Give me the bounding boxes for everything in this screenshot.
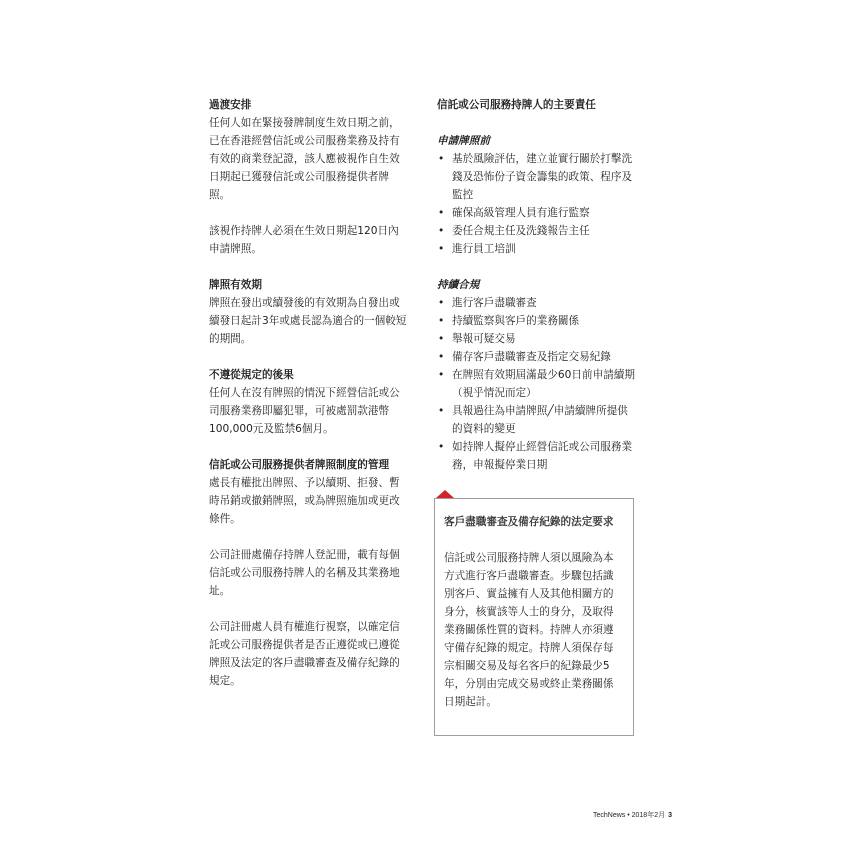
list-item: • 持續監察與客戶的業務關係 [437,312,637,330]
bullet-icon: • [438,351,445,363]
transition-paragraph: 任何人如在緊接發牌制度生效日期之前，已在香港經營信託或公司服務業務及持有有效的商業登記證，該人應被視作自生效日期起已獲發信託或公司服務提供者牌照。 [209,117,400,201]
list-item: • 基於風險評估，建立並實行關於打擊洗錢及恐怖份子資金籌集的政策、程序及監控 [437,150,637,204]
list-item: • 舉報可疑交易 [437,330,637,348]
bullet-icon: • [438,441,445,453]
footer-publication: TechNews • 2018年2月 [593,812,666,819]
bullet-icon: • [438,297,445,309]
bullet-icon: • [438,243,445,255]
administration-paragraph-3: 公司註冊處人員有權進行視察，以確定信託或公司服務提供者是否正遵從或已遵從牌照及法定的客戶盡職審查及備存紀錄的規定。 [209,621,400,687]
ongoing-compliance-list [437,294,637,474]
administration-paragraph-2: 公司註冊處備存持牌人登記冊，載有每個信託或公司服務持牌人的名稱及其業務地址。 [209,549,400,597]
responsibilities-heading: 信託或公司服務持牌人的主要責任 [437,99,596,111]
requirements-box-body: 信託或公司服務持牌人須以風險為本方式進行客戶盡職審查。步驟包括識別客戶、實益擁有人及其他相關方的身分，核實該等人士的身分，及取得業務關係性質的資料。持牌人亦須遵守備存紀錄的規定。持牌人須保存每宗相關交易及每名客戶的紀錄最少5年，分別由完成交易或終止業務關係日期起計。 [444,552,614,708]
bullet-icon: • [438,333,445,345]
administration-paragraph-1: 處長有權批出牌照、予以續期、拒發、暫時吊銷或撤銷牌照，或為牌照施加或更改條件。 [209,477,400,525]
validity-paragraph: 牌照在發出或續發後的有效期為自發出或續發日起計3年或處長認為適合的一個較短的期間。 [209,297,407,345]
list-item: • 具報過往為申請牌照╱申請續牌所提供的資料的變更 [437,402,637,438]
section-heading-validity: 牌照有效期 [209,279,262,291]
list-item: • 進行客戶盡職審查 [437,294,637,312]
deemed-licensee-paragraph: 該視作持牌人必須在生效日期起120日內申請牌照。 [209,225,399,255]
requirements-box [434,498,634,736]
list-item: • 確保高級管理人員有進行監察 [437,204,637,222]
left-column [209,96,409,690]
before-application-subheading: 申請牌照前 [437,135,490,147]
page-footer [593,810,672,820]
list-item: • 在牌照有效期屆滿最少60日前申請續期（視乎情況而定） [437,366,637,402]
list-item: • 進行員工培訓 [437,240,637,258]
before-application-list [437,150,637,258]
bullet-icon: • [438,225,445,237]
section-heading-transition: 過渡安排 [209,99,252,111]
section-heading-consequences: 不遵從規定的後果 [209,369,294,381]
triangle-marker-icon [436,490,454,498]
ongoing-compliance-subheading: 持續合規 [437,279,480,291]
page-number: 3 [668,812,673,819]
bullet-icon: • [438,207,445,219]
right-column [437,96,637,474]
bullet-icon: • [438,315,445,327]
bullet-icon: • [438,369,445,381]
requirements-box-title: 客戶盡職審查及備存紀錄的法定要求 [444,516,614,528]
list-item: • 如持牌人擬停止經營信託或公司服務業務，申報擬停業日期 [437,438,637,474]
requirements-callout [434,490,634,736]
list-item: • 委任合規主任及洗錢報告主任 [437,222,637,240]
section-heading-administration: 信託或公司服務提供者牌照制度的管理 [209,459,390,471]
bullet-icon: • [438,405,445,417]
list-item: • 備存客戶盡職審查及指定交易紀錄 [437,348,637,366]
consequences-paragraph: 任何人在沒有牌照的情況下經營信託或公司服務業務即屬犯罪，可被處罰款港幣100,000元及監禁6個月。 [209,387,400,435]
bullet-icon: • [438,153,445,165]
